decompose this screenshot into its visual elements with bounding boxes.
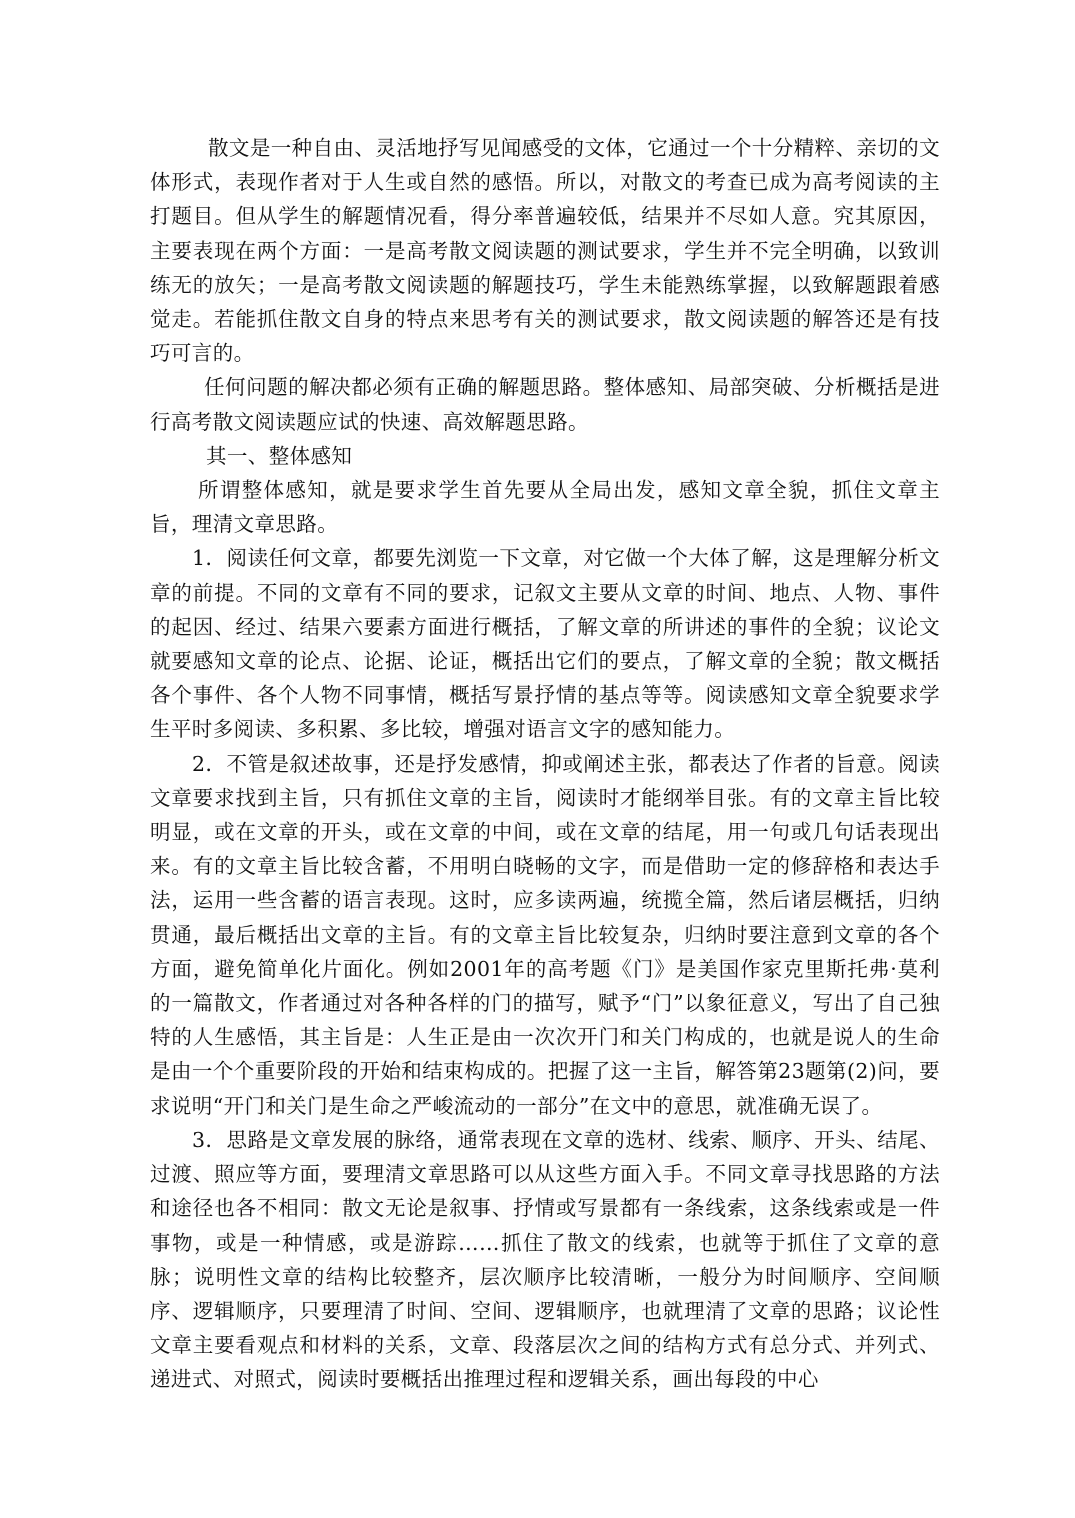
- paragraph-intro: 散文是一种自由、灵活地抒写见闻感受的文体，它通过一个十分精粹、亲切的文体形式，表现作者对于人生或自然的感悟。所以，对散文的考查已成为高考阅读的主打题目。但从学生的解题情况看，得分率普遍较低，结果并不尽如人意。究其原因，主要表现在两个方面：一是高考散文阅读题的测试要求，学生并不完全明确，以致训练无的放矢；一是高考散文阅读题的解题技巧，学生未能熟练掌握，以致解题跟着感觉走。若能抓住散文自身的特点来思考有关的测试要求，散文阅读题的解答还是有技巧可言的。: [150, 136, 940, 366]
- paragraph-definition: 所谓整体感知，就是要求学生首先要从全局出发，感知文章全貌，抓住文章主旨，理清文章思路。: [150, 478, 940, 537]
- paragraph-point-2: 2．不管是叙述故事，还是抒发感情，抑或阐述主张，都表达了作者的旨意。阅读文章要求找到主旨，只有抓住文章的主旨，阅读时才能纲举目张。有的文章主旨比较明显，或在文章的开头，或在文章的中间，或在文章的结尾，用一句或几句话表现出来。有的文章主旨比较含蓄，不用明白晓畅的文字，而是借助一定的修辞格和表达手法，运用一些含蓄的语言表现。这时，应多读两遍，统揽全篇，然后诸层概括，归纳贯通，最后概括出文章的主旨。有的文章主旨比较复杂，归纳时要注意到文章的各个方面，避免简单化片面化。例如2001年的高考题《门》是美国作家克里斯托弗·莫利的一篇散文，作者通过对各种各样的门的描写，赋予“门”以象征意义，写出了自己独特的人生感悟，其主旨是：人生正是由一次次开门和关门构成的，也就是说人的生命是由一个个重要阶段的开始和结束构成的。把握了这一主旨，解答第23题第(2)问，要求说明“开门和关门是生命之严峻流动的一部分”在文中的意思，就准确无误了。: [150, 751, 940, 1118]
- paragraph-point-1: 1．阅读任何文章，都要先浏览一下文章，对它做一个大体了解，这是理解分析文章的前提。不同的文章有不同的要求，记叙文主要从文章的时间、地点、人物、事件的起因、经过、结果六要素方面进行概括，了解文章的所讲述的事件的全貌；议论文就要感知文章的论点、论据、论证，概括出它们的要点，了解文章的全貌；散文概括各个事件、各个人物不同事情，概括写景抒情的基点等等。阅读感知文章全貌要求学生平时多阅读、多积累、多比较，增强对语言文字的感知能力。: [150, 546, 940, 742]
- document-body: [150, 131, 940, 1397]
- paragraph-approach: 任何问题的解决都必须有正确的解题思路。整体感知、局部突破、分析概括是进行高考散文阅读题应试的快速、高效解题思路。: [150, 375, 940, 434]
- paragraph-point-3: 3．思路是文章发展的脉络，通常表现在文章的选材、线索、顺序、开头、结尾、过渡、照应等方面，要理清文章思路可以从这些方面入手。不同文章寻找思路的方法和途径也各不相同：散文无论是叙事、抒情或写景都有一条线索，这条线索或是一件事物，或是一种情感，或是游踪……抓住了散文的线索，也就等于抓住了文章的意脉；说明性文章的结构比较整齐，层次顺序比较清晰，一般分为时间顺序、空间顺序、逻辑顺序，只要理清了时间、空间、逻辑顺序，也就理清了文章的思路；议论性文章主要看观点和材料的关系，文章、段落层次之间的结构方式有总分式、并列式、递进式、对照式，阅读时要概括出推理过程和逻辑关系，画出每段的中心: [150, 1127, 940, 1392]
- section-heading: 其一、整体感知: [206, 443, 353, 468]
